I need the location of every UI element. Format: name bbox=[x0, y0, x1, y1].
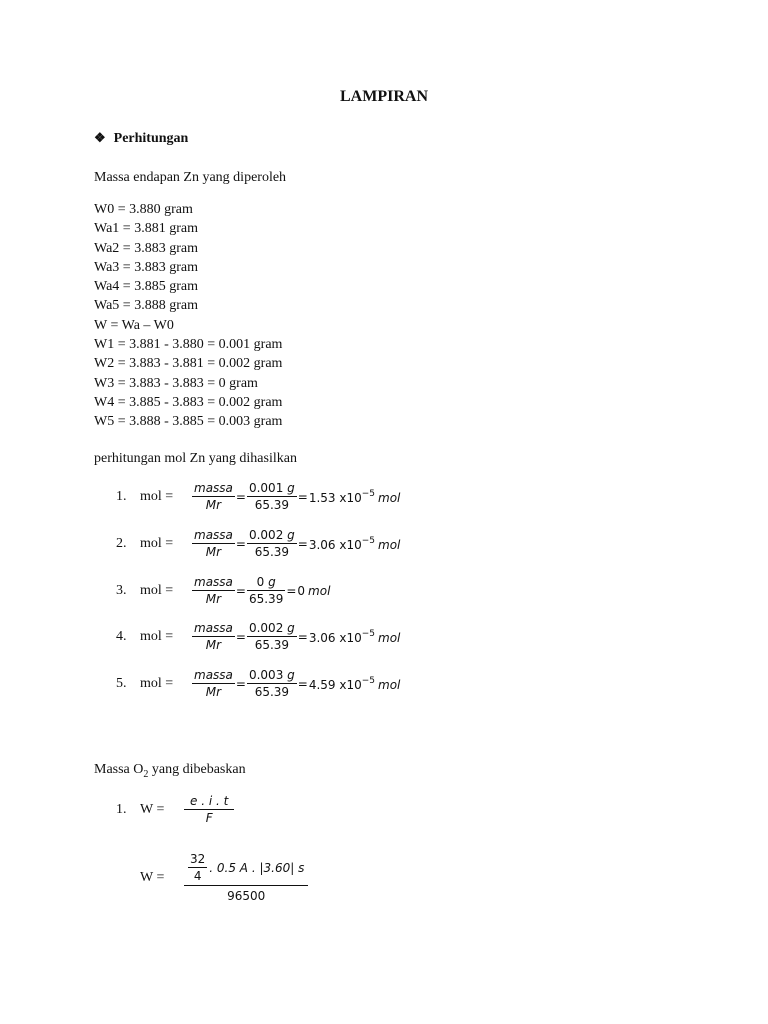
equation-lhs: mol = bbox=[140, 582, 174, 598]
weight-line: Wa2 = 3.883 gram bbox=[94, 240, 198, 256]
weight-line: W4 = 3.885 - 3.883 = 0.002 gram bbox=[94, 394, 283, 410]
fraction-denominator: 65.39 bbox=[254, 498, 290, 512]
equation-lhs: mol = bbox=[140, 535, 174, 551]
fraction-denominator: Mr bbox=[205, 498, 222, 512]
mol-result: 4.59 $x10^{-5}$ mol bbox=[308, 675, 401, 692]
fraction-numerator: e . i . t bbox=[184, 794, 234, 810]
equation-lhs: W = bbox=[140, 869, 165, 885]
massa-over-mr-fraction bbox=[192, 621, 235, 652]
fraction-numerator: 0 g bbox=[247, 575, 285, 591]
mol-result: 0 mol bbox=[297, 583, 331, 598]
weight-line: Wa4 = 3.885 gram bbox=[94, 279, 198, 295]
weight-line: W3 = 3.883 - 3.883 = 0 gram bbox=[94, 375, 258, 391]
weight-line: W = Wa – W0 bbox=[94, 317, 174, 333]
expression-rest: . 0.5 A . |3.60| s bbox=[209, 860, 305, 875]
weight-line: W0 = 3.880 gram bbox=[94, 202, 193, 217]
fraction-numerator: massa bbox=[194, 575, 233, 589]
massa-over-mr-fraction bbox=[192, 575, 235, 606]
mol-equation bbox=[116, 621, 400, 652]
fraction-denominator: 65.39 bbox=[254, 545, 290, 559]
weight-line: W2 = 3.883 - 3.881 = 0.002 gram bbox=[94, 356, 283, 372]
equation-lhs: mol = bbox=[140, 488, 174, 504]
equals-sign: = bbox=[235, 489, 246, 504]
equals-sign: = bbox=[286, 583, 297, 598]
equals-sign: = bbox=[297, 676, 308, 691]
fraction-denominator: F bbox=[205, 811, 213, 825]
fraction-denominator: Mr bbox=[205, 638, 222, 652]
big-fraction-numerator bbox=[184, 852, 308, 886]
massa-over-mr-fraction bbox=[192, 481, 235, 512]
fraction-numerator: 0.003 g bbox=[248, 668, 295, 682]
fraction-numerator: massa bbox=[194, 668, 233, 682]
fraction-denominator: 65.39 bbox=[254, 685, 290, 699]
mass-intro: Massa endapan Zn yang diperoleh bbox=[94, 170, 287, 185]
weight-line: W1 = 3.881 - 3.880 = 0.001 gram bbox=[94, 337, 283, 353]
equation-index: 4. bbox=[116, 628, 127, 644]
mol-equation bbox=[116, 528, 400, 559]
fraction bbox=[184, 794, 234, 825]
weight-line: Wa3 = 3.883 gram bbox=[94, 259, 198, 275]
mass-over-mr-fraction bbox=[247, 668, 297, 699]
small-fraction-denominator: 4 bbox=[193, 869, 202, 883]
page-title: LAMPIRAN bbox=[340, 88, 428, 105]
equation-lhs: W = bbox=[140, 801, 165, 817]
o2-equation-2 bbox=[140, 852, 308, 903]
fraction-numerator: massa bbox=[194, 621, 233, 635]
mol-result: 3.06 $x10^{-5}$ mol bbox=[308, 535, 401, 552]
equation-index: 1. bbox=[116, 488, 127, 504]
big-fraction bbox=[184, 852, 308, 903]
mol-equation bbox=[116, 481, 400, 512]
mass-over-mr-fraction bbox=[247, 481, 297, 512]
fraction-numerator: 0.002 g bbox=[248, 528, 295, 542]
o2-equation-1 bbox=[116, 794, 234, 825]
fraction-numerator: massa bbox=[194, 481, 233, 495]
mol-result: 1.53 $x10^{-5}$ mol bbox=[308, 488, 401, 505]
equals-sign: = bbox=[297, 536, 308, 551]
fraction-denominator: 65.39 bbox=[248, 592, 284, 606]
mass-over-mr-fraction bbox=[247, 575, 285, 606]
equation-lhs: mol = bbox=[140, 628, 174, 644]
fraction-numerator: 0.002 g bbox=[248, 621, 295, 635]
equals-sign: = bbox=[235, 629, 246, 644]
fraction-denominator: Mr bbox=[205, 685, 222, 699]
weight-line: W5 = 3.888 - 3.885 = 0.003 gram bbox=[94, 414, 283, 430]
fraction-denominator: 65.39 bbox=[254, 638, 290, 652]
equals-sign: = bbox=[297, 489, 308, 504]
equation-index: 1. bbox=[116, 801, 127, 817]
fraction-denominator: Mr bbox=[205, 545, 222, 559]
mol-result: 3.06 $x10^{-5}$ mol bbox=[308, 628, 401, 645]
fraction-numerator: massa bbox=[194, 528, 233, 542]
big-fraction-denominator: 96500 bbox=[227, 889, 266, 903]
massa-over-mr-fraction bbox=[192, 528, 235, 559]
section-label: Perhitungan bbox=[113, 131, 189, 146]
small-fraction bbox=[188, 852, 207, 883]
mass-over-mr-fraction bbox=[247, 528, 297, 559]
section-heading bbox=[94, 130, 188, 147]
small-fraction-numerator: 32 bbox=[190, 852, 206, 866]
o2-intro: Massa $O_2$ yang dibebaskan bbox=[94, 762, 246, 780]
equals-sign: = bbox=[235, 536, 246, 551]
equals-sign: = bbox=[235, 676, 246, 691]
mol-intro: perhitungan mol Zn yang dihasilkan bbox=[94, 451, 297, 466]
massa-over-mr-fraction bbox=[192, 668, 235, 699]
mol-equation bbox=[116, 668, 400, 699]
equation-lhs: mol = bbox=[140, 675, 174, 691]
diamond-bullet-icon: ❖ bbox=[94, 130, 106, 145]
equation-index: 2. bbox=[116, 535, 127, 551]
weight-line: Wa1 = 3.881 gram bbox=[94, 221, 198, 237]
weights-list bbox=[94, 200, 282, 432]
fraction-denominator: Mr bbox=[205, 592, 222, 606]
mass-over-mr-fraction bbox=[247, 621, 297, 652]
fraction-numerator: 0.001 g bbox=[248, 481, 295, 495]
equals-sign: = bbox=[235, 583, 246, 598]
mol-equation bbox=[116, 575, 330, 606]
equation-index: 3. bbox=[116, 582, 127, 598]
equation-index: 5. bbox=[116, 675, 127, 691]
weight-line: Wa5 = 3.888 gram bbox=[94, 298, 198, 314]
equals-sign: = bbox=[297, 629, 308, 644]
